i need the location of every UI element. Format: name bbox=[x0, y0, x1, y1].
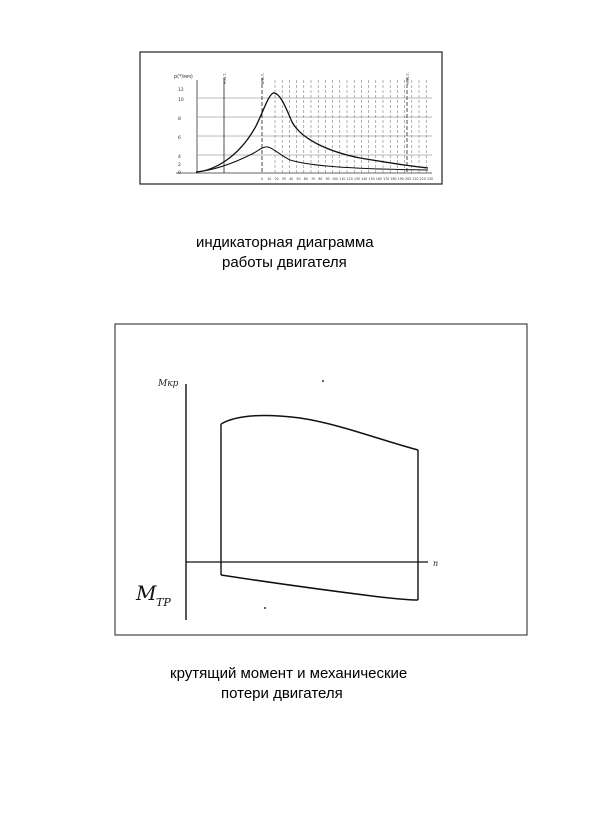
caption-1-line-2: работы двигателя bbox=[222, 254, 347, 271]
friction-label-sub: ТР bbox=[156, 596, 171, 609]
indicator-y-ticks bbox=[178, 87, 184, 176]
y-tick: 6 bbox=[178, 136, 181, 141]
x-tick: 40 bbox=[289, 177, 294, 181]
x-tick: 170 bbox=[383, 177, 390, 181]
indicator-curve-firing bbox=[196, 93, 428, 172]
torque-curve bbox=[221, 416, 418, 450]
x-tick: 100 bbox=[331, 177, 339, 181]
torque-y-label: Mкр bbox=[158, 379, 179, 389]
x-tick: 110 bbox=[339, 177, 346, 181]
x-tick: 190 bbox=[397, 177, 404, 181]
caption-1-line-1: индикаторная диаграмма bbox=[196, 234, 374, 251]
y-tick: 8 bbox=[178, 117, 181, 122]
x-tick: 120 bbox=[346, 177, 353, 181]
torque-x-label: n bbox=[433, 559, 439, 568]
x-tick: 150 bbox=[368, 177, 375, 181]
marker-label-2: в.м.т. bbox=[260, 72, 265, 84]
x-tick: 60 bbox=[303, 177, 308, 181]
x-tick: 140 bbox=[361, 177, 368, 181]
x-tick: 180 bbox=[390, 177, 397, 181]
indicator-curve-motoring bbox=[196, 147, 428, 172]
x-tick: 160 bbox=[375, 177, 382, 181]
x-tick: 220 bbox=[419, 177, 426, 181]
y-tick: 12 bbox=[178, 88, 184, 93]
torque-diagram-frame bbox=[115, 324, 527, 635]
friction-label: M bbox=[136, 581, 157, 605]
y-tick: 2 bbox=[178, 163, 181, 168]
caption-2-line-2: потери двигателя bbox=[221, 685, 343, 702]
y-tick: 4 bbox=[178, 155, 181, 160]
torque-diagram bbox=[115, 324, 527, 635]
x-tick: 30 bbox=[281, 177, 286, 181]
x-tick: 50 bbox=[296, 177, 301, 181]
x-tick: 70 bbox=[311, 177, 316, 181]
scan-speck bbox=[322, 380, 324, 382]
indicator-v-grid bbox=[275, 80, 426, 173]
scan-speck bbox=[264, 607, 266, 609]
x-tick: 20 bbox=[274, 177, 279, 181]
marker-label-3: н.м.т. bbox=[405, 72, 410, 84]
friction-loss-curve bbox=[221, 575, 418, 600]
x-tick: 10 bbox=[267, 177, 272, 181]
indicator-x-ticks bbox=[261, 177, 433, 181]
x-tick: 0 bbox=[260, 177, 264, 181]
marker-label-1: н.м.т. bbox=[222, 72, 227, 84]
caption-2-line-1: крутящий момент и механические bbox=[170, 665, 408, 682]
y-tick: 0 bbox=[178, 171, 181, 176]
x-tick: 130 bbox=[353, 177, 361, 181]
x-tick: 230 bbox=[426, 177, 434, 181]
x-tick: 90 bbox=[325, 177, 330, 181]
indicator-y-label: p(*/мм) bbox=[174, 74, 193, 80]
y-tick: 10 bbox=[178, 98, 184, 103]
indicator-diagram bbox=[140, 52, 442, 184]
indicator-h-grid bbox=[197, 98, 432, 155]
x-tick: 210 bbox=[412, 177, 419, 181]
x-tick: 200 bbox=[405, 177, 412, 181]
x-tick: 80 bbox=[318, 177, 323, 181]
